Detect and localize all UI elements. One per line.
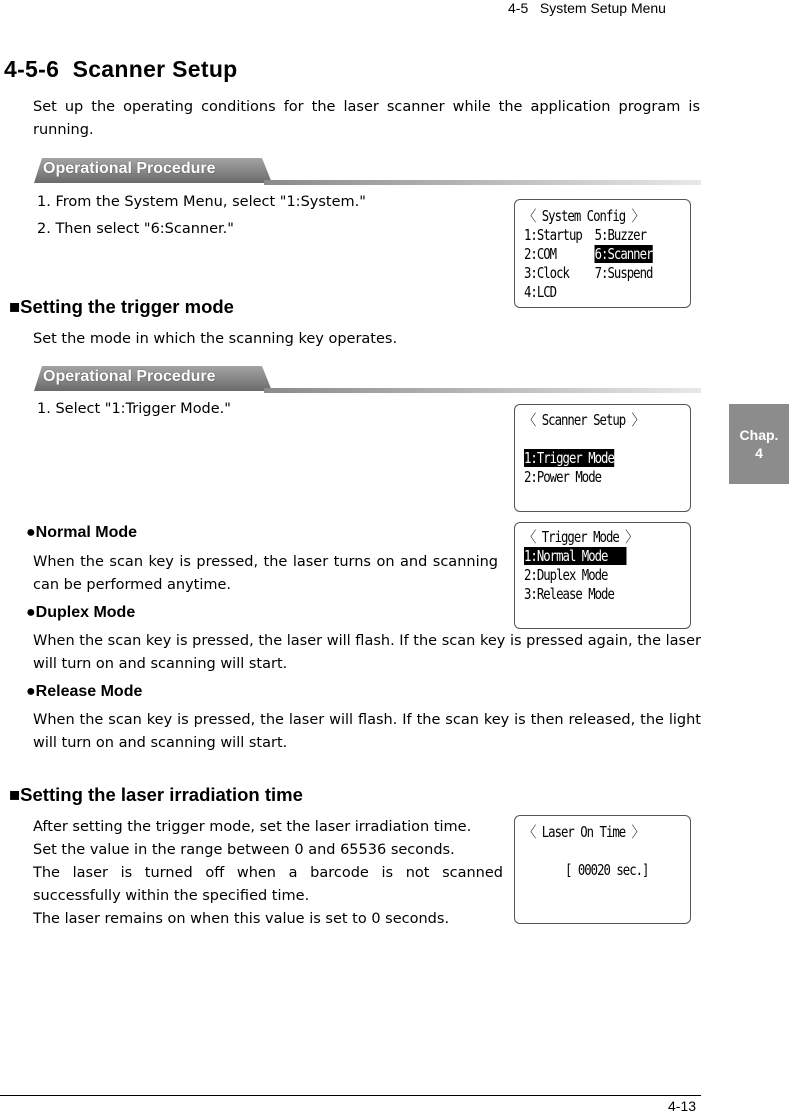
selected-menu-item: 1:Normal Mode [524, 547, 627, 565]
lcd-screen-trigger-mode [514, 522, 691, 629]
lcd-screen-system-config [514, 199, 691, 308]
laser-paragraph: The laser remains on when this value is set to 0 seconds. [33, 911, 450, 927]
step-2: 2. Then select "6:Scanner." [37, 221, 234, 237]
procedure-banner [34, 366, 701, 393]
menu-row: 3:Clock 7:Suspend [524, 264, 653, 282]
laser-time-heading: ■Setting the laser irradiation time [9, 784, 303, 805]
trigger-mode-heading: ■Setting the trigger mode [9, 296, 234, 317]
laser-time-value: [ 00020 sec.] [565, 861, 649, 879]
procedure-banner [34, 158, 701, 185]
screen-title: 〈 Scanner Setup 〉 [524, 411, 643, 429]
page-number: 4-13 [668, 1098, 697, 1114]
mode-description-release: When the scan key is pressed, the laser will flash. If the scan key is then released, the light will turn on and scanning will start. [33, 712, 701, 751]
menu-row: 2:COM 6:Scanner [524, 245, 653, 263]
screen-title: 〈 System Config 〉 [524, 207, 643, 225]
menu-row: 2:Power Mode [524, 468, 602, 486]
mode-heading-duplex: ●Duplex Mode [26, 604, 136, 621]
mode-heading-release: ●Release Mode [26, 683, 143, 700]
screen-title: 〈 Laser On Time 〉 [524, 823, 643, 841]
lcd-screen-laser-on-time [514, 815, 691, 924]
laser-paragraph: Set the value in the range between 0 and 65536 seconds. [33, 842, 455, 858]
selected-menu-item: 1:Trigger Mode [524, 449, 614, 467]
mode-heading-normal: ●Normal Mode [26, 524, 138, 541]
lcd-screen-scanner-setup [514, 404, 691, 512]
step-select-trigger: 1. Select "1:Trigger Mode." [37, 401, 231, 417]
laser-paragraph: The laser is turned off when a barcode is not scanned successfully within the specified time. [33, 865, 503, 904]
footer-divider [0, 1095, 701, 1096]
selected-menu-item: 6:Scanner [594, 245, 653, 263]
menu-row: 1:Startup 5:Buzzer [524, 226, 647, 244]
screen-title: 〈 Trigger Mode 〉 [524, 528, 637, 546]
menu-row: 3:Release Mode [524, 585, 614, 603]
laser-paragraph: After setting the trigger mode, set the laser irradiation time. [33, 819, 472, 835]
mode-description-duplex: When the scan key is pressed, the laser will flash. If the scan key is pressed again, the laser will turn on and scanning will start. [33, 633, 701, 672]
intro-paragraph: Set up the operating conditions for the laser scanner while the application program is running. [33, 99, 700, 138]
chapter-tab: Chap. 4 [729, 404, 789, 484]
menu-row: 2:Duplex Mode [524, 566, 608, 584]
menu-row: 4:LCD [524, 283, 557, 301]
mode-description-normal: When the scan key is pressed, the laser turns on and scanning can be performed anytime. [33, 554, 498, 593]
procedure-label: Operational Procedure [43, 368, 216, 385]
section-title: 4-5-6 Scanner Setup [4, 56, 238, 82]
step-1: 1. From the System Menu, select "1:System." [37, 194, 366, 210]
procedure-label: Operational Procedure [43, 160, 216, 177]
laser-time-description [33, 816, 503, 931]
trigger-mode-description: Set the mode in which the scanning key operates. [33, 331, 398, 347]
running-header: 4-5 System Setup Menu [508, 0, 666, 16]
